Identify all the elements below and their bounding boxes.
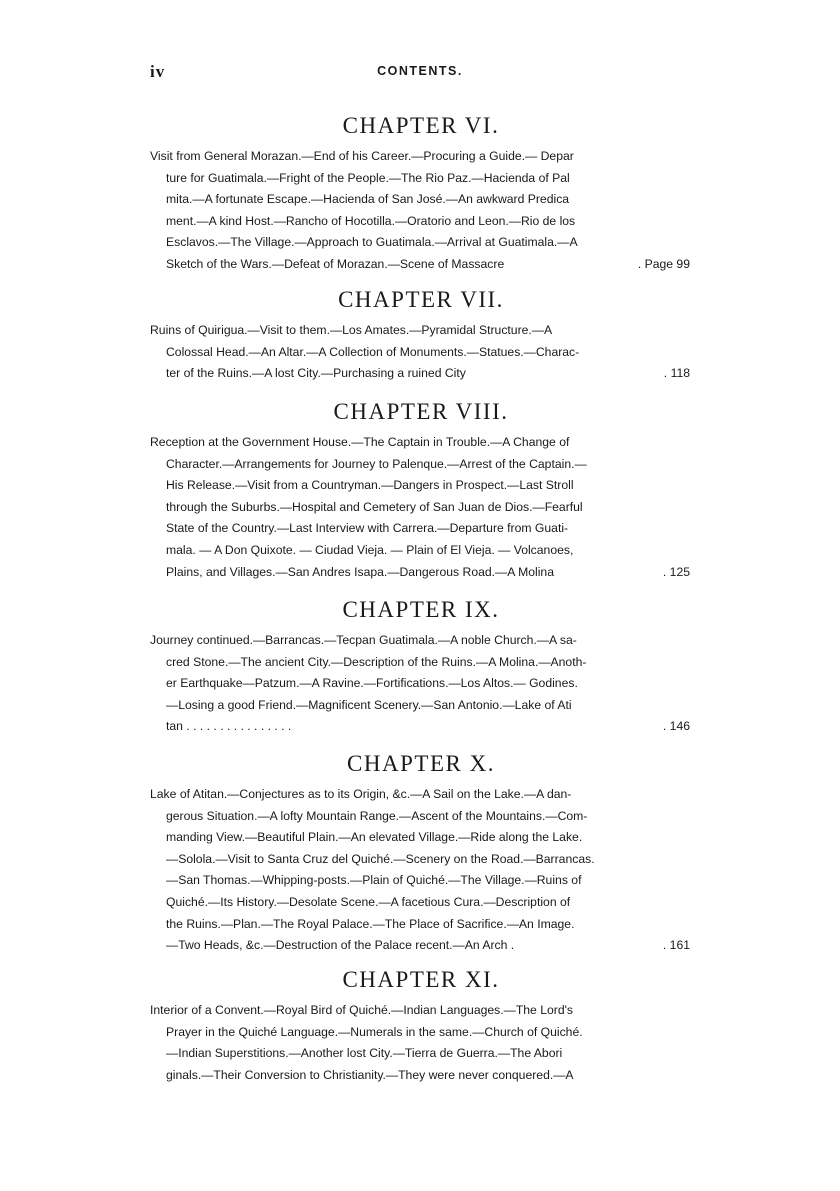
chapter-summary: [152, 146, 690, 276]
summary-line: ture for Guatimala.—Fright of the People.—The Rio Paz.—Hacienda of Pal: [166, 170, 570, 185]
summary-line: State of the Country.—Last Interview with Carrera.—Departure from Guati-: [166, 521, 569, 536]
summary-line: the Ruins.—Plan.—The Royal Palace.—The Place of Sacrifice.—An Image.: [166, 916, 575, 931]
running-head-title: CONTENTS.: [377, 64, 463, 78]
chapter-heading: CHAPTER IX.: [342, 597, 500, 622]
summary-line: —San Thomas.—Whipping-posts.—Plain of Quiché.—The Village.—Ruins of: [166, 873, 582, 888]
summary-line: —Losing a good Friend.—Magnificent Scenery.—San Antonio.—Lake of Ati: [166, 697, 572, 712]
summary-line: Colossal Head.—An Altar.—A Collection of Monuments.—Statues.—Charac-: [166, 344, 580, 359]
summary-line-last: [152, 562, 690, 584]
summary-line: Interior of a Convent.—Royal Bird of Quiché.—Indian Languages.—The Lord's: [150, 1003, 574, 1017]
summary-line: Esclavos.—The Village.—Approach to Guatimala.—Arrival at Guatimala.—A: [166, 235, 578, 250]
chapter-section: [152, 398, 690, 583]
summary-text: —Two Heads, &c.—Destruction of the Palace recent.—An Arch .: [166, 938, 515, 953]
page-reference: . 125: [662, 564, 690, 579]
page-reference: . 146: [662, 719, 690, 734]
summary-line-last: [152, 716, 690, 738]
summary-line: mala. — A Don Quixote. — Ciudad Vieja. — Plain of El Vieja. — Volcanoes,: [166, 542, 574, 557]
chapter-section: [152, 596, 690, 738]
chapter-heading: CHAPTER VIII.: [333, 399, 509, 424]
summary-line: His Release.—Visit from a Countryman.—Dangers in Prospect.—Last Stroll: [166, 478, 574, 493]
summary-line: er Earthquake—Patzum.—A Ravine.—Fortifications.—Los Altos.— Godines.: [166, 676, 578, 691]
summary-line: Visit from General Morazan.—End of his Career.—Procuring a Guide.— Depar: [150, 149, 574, 163]
summary-line: ment.—A kind Host.—Rancho of Hocotilla.—Oratorio and Leon.—Rio de los: [166, 213, 576, 228]
chapter-summary: [152, 320, 690, 385]
summary-line-last: [152, 363, 690, 385]
summary-line: Character.—Arrangements for Journey to Palenque.—Arrest of the Captain.—: [166, 456, 587, 471]
summary-text: Sketch of the Wars.—Defeat of Morazan.—Scene of Massacre: [166, 256, 505, 271]
summary-line: —Indian Superstitions.—Another lost City.—Tierra de Guerra.—The Abori: [166, 1046, 563, 1061]
page-reference: . 118: [663, 366, 690, 381]
chapter-summary: [152, 432, 690, 583]
summary-text: Plains, and Villages.—San Andres Isapa.—Dangerous Road.—A Molina: [166, 564, 554, 579]
summary-line: gerous Situation.—A lofty Mountain Range.—Ascent of the Mountains.—Com-: [166, 808, 588, 823]
summary-line: Prayer in the Quiché Language.—Numerals in the same.—Church of Quiché.: [166, 1024, 583, 1039]
chapter-section: [152, 112, 690, 276]
summary-line: cred Stone.—The ancient City.—Description of the Ruins.—A Molina.—Anoth-: [166, 654, 587, 669]
chapter-summary: [152, 630, 690, 738]
page-reference: . Page 99: [637, 256, 690, 271]
page-reference: . 161: [662, 938, 690, 953]
chapter-section: [152, 966, 690, 1086]
summary-line: Ruins of Quirigua.—Visit to them.—Los Amates.—Pyramidal Structure.—A: [150, 323, 553, 337]
page-number: iv: [150, 62, 166, 81]
chapter-heading: CHAPTER X.: [347, 751, 495, 776]
summary-line-last: [152, 254, 690, 276]
chapter-heading: CHAPTER XI.: [342, 967, 500, 992]
summary-line: through the Suburbs.—Hospital and Cemetery of San Juan de Dios.—Fearful: [166, 499, 583, 514]
chapter-heading: CHAPTER VII.: [338, 287, 504, 312]
chapter-section: [152, 286, 690, 385]
chapter-section: [152, 750, 690, 957]
summary-line: ginals.—Their Conversion to Christianity.—They were never conquered.—A: [166, 1067, 574, 1082]
summary-line: Journey continued.—Barrancas.—Tecpan Guatimala.—A noble Church.—A sa-: [150, 633, 577, 647]
summary-line: Quiché.—Its History.—Desolate Scene.—A facetious Cura.—Description of: [166, 894, 571, 909]
summary-line: —Solola.—Visit to Santa Cruz del Quiché.—Scenery on the Road.—Barrancas.: [166, 851, 595, 866]
summary-line: manding View.—Beautiful Plain.—An elevated Village.—Ride along the Lake.: [166, 830, 583, 845]
summary-text: ter of the Ruins.—A lost City.—Purchasing a ruined City: [166, 366, 466, 381]
summary-line: Lake of Atitan.—Conjectures as to its Origin, &c.—A Sail on the Lake.—A dan-: [150, 787, 572, 801]
summary-line: mita.—A fortunate Escape.—Hacienda of San José.—An awkward Predica: [166, 192, 570, 207]
summary-line-last: [152, 935, 690, 957]
chapter-summary: [152, 784, 690, 957]
summary-line: Reception at the Government House.—The Captain in Trouble.—A Change of: [150, 435, 570, 449]
chapter-summary: [152, 1000, 690, 1086]
running-head: [150, 62, 690, 82]
chapter-heading: CHAPTER VI.: [342, 113, 500, 138]
summary-text: tan . . . . . . . . . . . . . . . .: [166, 719, 292, 734]
